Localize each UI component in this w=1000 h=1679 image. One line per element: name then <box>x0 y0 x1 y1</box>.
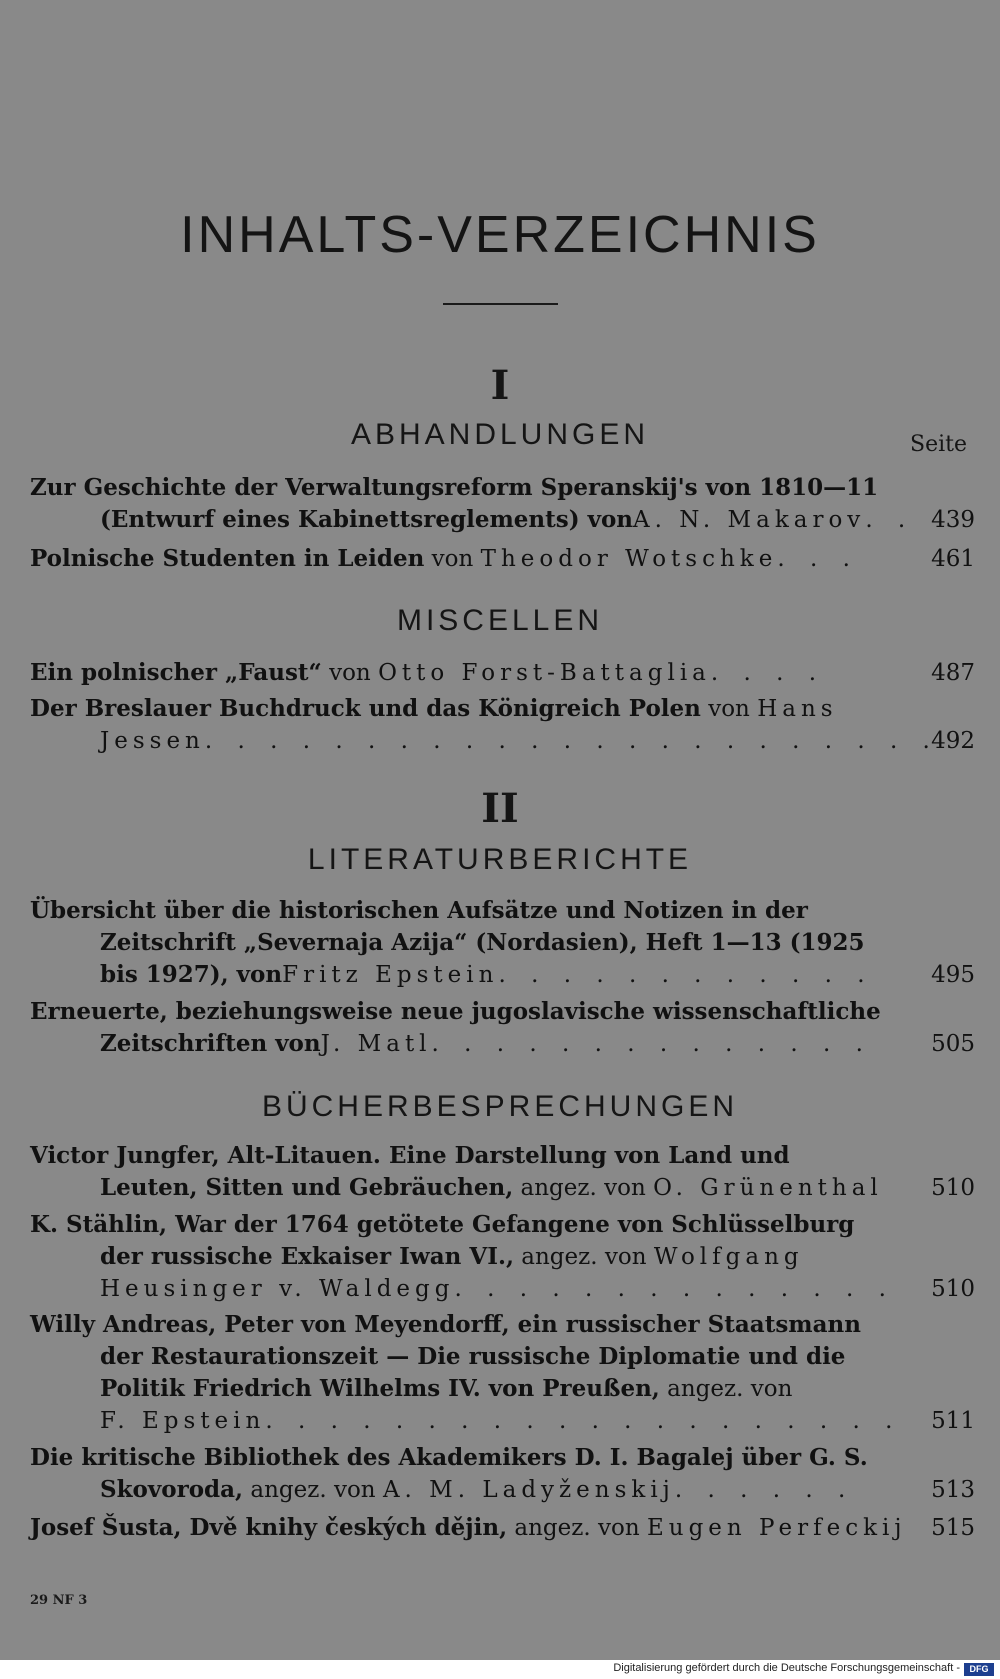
toc-entry <box>30 1209 975 1305</box>
entry-title-cont: bis 1927), von <box>100 961 283 988</box>
entry-title: Ein polnischer „Faust“ <box>30 659 322 686</box>
entry-title: Erneuerte, beziehungsweise neue jugoslavische wissenschaftliche <box>30 998 881 1025</box>
entry-page-number: 510 <box>931 1276 975 1302</box>
leader-dots: . . . <box>777 546 859 572</box>
leader-dots: . . . . <box>710 660 826 686</box>
entry-angez: angez. von <box>507 1515 647 1541</box>
entry-author: Hans <box>757 696 838 722</box>
entry-title-cont: Leuten, Sitten und Gebräuchen, <box>100 1174 514 1201</box>
entry-title-cont: Skovoroda, <box>100 1476 244 1503</box>
entry-author: O. Grünenthal <box>653 1175 883 1201</box>
entry-author: Eugen Perfeckij <box>646 1515 907 1541</box>
toc-entry <box>30 895 975 991</box>
entry-author: F. Epstein <box>100 1408 266 1434</box>
entry-title-cont: Zeitschriften von <box>100 1030 321 1057</box>
entry-title-cont: Politik Friedrich Wilhelms IV. von Preußen, <box>100 1375 660 1402</box>
entry-title: Übersicht über die historischen Aufsätze und Notizen in der <box>30 897 808 924</box>
toc-entry <box>30 657 975 689</box>
entry-page-number: 510 <box>931 1175 975 1201</box>
toc-entry <box>30 1140 975 1204</box>
entry-von: von <box>321 660 379 686</box>
leader-dots: . . <box>865 507 915 533</box>
part-number-one: I <box>490 362 510 409</box>
entry-title: Victor Jungfer, Alt-Litauen. Eine Darstellung von Land und <box>30 1142 790 1169</box>
entry-author: Fritz Epstein <box>282 962 499 988</box>
entry-title-cont: der Restaurationszeit — Die russische Diplomatie und die <box>100 1343 846 1370</box>
entry-title: Die kritische Bibliothek des Akademikers D. I. Bagalej über G. S. <box>30 1444 868 1471</box>
toc-entry <box>30 693 975 757</box>
entry-title: Der Breslauer Buchdruck und das Königreich Polen <box>30 695 701 722</box>
entry-title: Polnische Studenten in Leiden <box>30 545 425 572</box>
toc-entry <box>30 1442 975 1506</box>
entry-title: Willy Andreas, Peter von Meyendorff, ein russischer Staatsmann <box>30 1311 861 1338</box>
section-heading-literaturberichte: LITERATURBERICHTE <box>307 843 693 876</box>
entry-title: Zur Geschichte der Verwaltungsreform Speranskij's von 1810—11 <box>30 474 879 501</box>
toc-entry <box>30 996 975 1060</box>
entry-page-number: 513 <box>931 1477 975 1503</box>
leader-dots: . . . . . . . . . . . . <box>498 962 874 988</box>
dfg-logo[interactable]: DFG <box>964 1663 994 1676</box>
entry-title-cont: der russische Exkaiser Iwan VI., <box>100 1243 514 1270</box>
page-title: INHALTS-VERZEICHNIS <box>180 206 820 264</box>
entry-author: Otto Forst-Battaglia <box>378 660 711 686</box>
entry-page-number: 492 <box>931 728 975 754</box>
section-heading-abhandlungen: ABHANDLUNGEN <box>350 418 650 451</box>
leader-dots: . . . . . . . . . . . . . . <box>431 1031 872 1057</box>
toc-entry <box>30 1309 975 1437</box>
page-column-label: Seite <box>910 432 967 457</box>
section-heading-miscellen: MISCELLEN <box>396 604 604 637</box>
printer-signature: 29 NF 3 <box>30 1593 88 1608</box>
entry-author: J. Matl <box>320 1031 432 1057</box>
section-heading-buecherbesprechungen: BÜCHERBESPRECHUNGEN <box>261 1090 739 1123</box>
entry-author: A. M. Ladyženskij <box>382 1477 675 1503</box>
entry-angez: angez. von <box>513 1244 654 1270</box>
toc-entry <box>30 1512 975 1544</box>
entry-author: Theodor Wotschke <box>480 546 778 572</box>
entry-angez: angez. von <box>659 1376 793 1402</box>
entry-title-cont: (Entwurf eines Kabinettsreglements) von <box>100 506 634 533</box>
entry-title: K. Stählin, War der 1764 getötete Gefangene von Schlüsselburg <box>30 1211 855 1238</box>
entry-author-cont: Jessen <box>100 728 205 754</box>
toc-entry <box>30 472 975 536</box>
title-rule <box>443 303 558 305</box>
entry-angez: angez. von <box>243 1477 383 1503</box>
toc-entry <box>30 543 975 575</box>
entry-title-cont: Zeitschrift „Severnaja Azija“ (Nordasien), Heft 1—13 (1925 <box>100 929 865 956</box>
entry-page-number: 439 <box>931 507 975 533</box>
entry-author: Wolfgang <box>653 1244 804 1270</box>
entry-page-number: 511 <box>931 1408 975 1434</box>
entry-page-number: 487 <box>931 660 975 686</box>
entry-von: von <box>424 546 481 572</box>
leader-dots: . . . . . . . . . . . . . . . . . . . . <box>265 1408 902 1434</box>
entry-author-cont: Heusinger v. Waldegg <box>100 1276 455 1302</box>
part-number-two: II <box>481 785 519 832</box>
leader-dots: . . . . . . <box>674 1477 855 1503</box>
digitization-footer <box>0 1660 1000 1679</box>
entry-page-number: 461 <box>931 546 975 572</box>
entry-page-number: 515 <box>931 1515 975 1541</box>
entry-title: Josef Šusta, Dvě knihy českých dějin, <box>30 1514 508 1541</box>
entry-von: von <box>700 696 758 722</box>
leader-dots: . . . . . . . . . . . . . . . . . . . . . . . <box>204 728 939 754</box>
entry-author: A. N. Makarov <box>633 507 866 533</box>
entry-angez: angez. von <box>513 1175 654 1201</box>
leader-dots: . . . . . . . . . . . . . . <box>454 1276 895 1302</box>
entry-page-number: 505 <box>931 1031 975 1057</box>
dfg-credit-text: Digitalisierung gefördert durch die Deutsche Forschungsgemeinschaft - <box>613 1662 960 1674</box>
entry-page-number: 495 <box>931 962 975 988</box>
